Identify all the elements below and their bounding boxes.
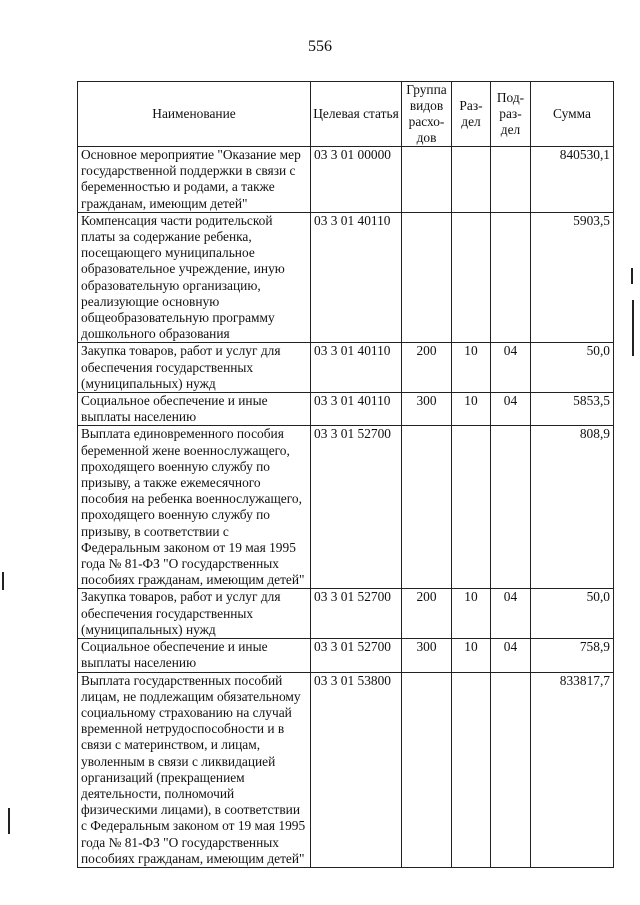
header-sum: Сумма xyxy=(531,82,614,147)
row-sum: 840530,1 xyxy=(531,147,614,213)
row-subsection: 04 xyxy=(491,589,531,639)
row-sum: 5903,5 xyxy=(531,212,614,343)
row-name: Социальное обеспечение и иные выплаты населению xyxy=(78,639,311,672)
row-code: 03 3 01 53800 xyxy=(311,672,402,867)
row-code: 03 3 01 40110 xyxy=(311,393,402,426)
row-code: 03 3 01 40110 xyxy=(311,343,402,393)
table-row xyxy=(78,639,614,672)
header-section: Раз-дел xyxy=(452,82,491,147)
row-group: 200 xyxy=(402,343,452,393)
row-subsection xyxy=(491,147,531,213)
row-name: Закупка товаров, работ и услуг для обеспечения государственных (муниципальных) нужд xyxy=(78,589,311,639)
table-row xyxy=(78,212,614,343)
header-name: Наименование xyxy=(78,82,311,147)
row-code: 03 3 01 00000 xyxy=(311,147,402,213)
header-code: Целевая статья xyxy=(311,82,402,147)
row-subsection xyxy=(491,426,531,589)
scan-margin-mark xyxy=(2,572,4,590)
table-row xyxy=(78,147,614,213)
row-name: Компенсация части родительской платы за содержание ребенка, посещающего муниципальное образовательное учреждение, иную образовательную организацию, реализующие основную общеобразовательную программу дошкольного образования xyxy=(78,212,311,343)
row-group xyxy=(402,212,452,343)
table-header-row xyxy=(78,82,614,147)
table-row xyxy=(78,589,614,639)
table-row xyxy=(78,393,614,426)
table-row xyxy=(78,672,614,867)
row-sum: 758,9 xyxy=(531,639,614,672)
row-section xyxy=(452,212,491,343)
row-sum: 5853,5 xyxy=(531,393,614,426)
budget-table xyxy=(77,81,614,868)
header-group: Группа видов расхо-дов xyxy=(402,82,452,147)
row-name: Закупка товаров, работ и услуг для обеспечения государственных (муниципальных) нужд xyxy=(78,343,311,393)
scan-margin-mark xyxy=(632,300,634,356)
row-group: 200 xyxy=(402,589,452,639)
scan-margin-mark xyxy=(8,808,10,834)
row-section xyxy=(452,426,491,589)
row-section xyxy=(452,147,491,213)
row-sum: 50,0 xyxy=(531,343,614,393)
row-group: 300 xyxy=(402,393,452,426)
row-section: 10 xyxy=(452,393,491,426)
page-number: 556 xyxy=(308,38,332,55)
row-sum: 808,9 xyxy=(531,426,614,589)
row-code: 03 3 01 52700 xyxy=(311,639,402,672)
row-sum: 833817,7 xyxy=(531,672,614,867)
row-code: 03 3 01 40110 xyxy=(311,212,402,343)
scan-margin-mark xyxy=(631,268,633,284)
row-section: 10 xyxy=(452,639,491,672)
row-group xyxy=(402,426,452,589)
row-group xyxy=(402,672,452,867)
table-row xyxy=(78,426,614,589)
row-code: 03 3 01 52700 xyxy=(311,426,402,589)
row-group: 300 xyxy=(402,639,452,672)
table-row xyxy=(78,343,614,393)
row-code: 03 3 01 52700 xyxy=(311,589,402,639)
row-subsection: 04 xyxy=(491,639,531,672)
row-name: Выплата государственных пособий лицам, не подлежащим обязательному социальному страхованию на случай временной нетрудоспособности и в связи с материнством, и лицам, уволенным в связи с ликвидацией организаций (прекращением деятельности, полномочий физическими лицами), в соответствии с Федеральным законом от 19 мая 1995 года № 81-ФЗ "О государственных пособиях гражданам, имеющим детей" xyxy=(78,672,311,867)
row-name: Выплата единовременного пособия беременной жене военнослужащего, проходящего военную службу по призыву, а также ежемесячного пособия на ребенка военнослужащего, проходящего военную службу по призыву, в соответствии с Федеральным законом от 19 мая 1995 года № 81-ФЗ "О государственных пособиях гражданам, имеющим детей" xyxy=(78,426,311,589)
row-group xyxy=(402,147,452,213)
row-subsection: 04 xyxy=(491,393,531,426)
row-subsection xyxy=(491,672,531,867)
header-subsection: Под-раз-дел xyxy=(491,82,531,147)
row-section xyxy=(452,672,491,867)
row-sum: 50,0 xyxy=(531,589,614,639)
row-subsection xyxy=(491,212,531,343)
row-name: Социальное обеспечение и иные выплаты населению xyxy=(78,393,311,426)
row-section: 10 xyxy=(452,343,491,393)
row-subsection: 04 xyxy=(491,343,531,393)
row-name: Основное мероприятие "Оказание мер государственной поддержки в связи с беременностью и родами, а также гражданам, имеющим детей" xyxy=(78,147,311,213)
row-section: 10 xyxy=(452,589,491,639)
